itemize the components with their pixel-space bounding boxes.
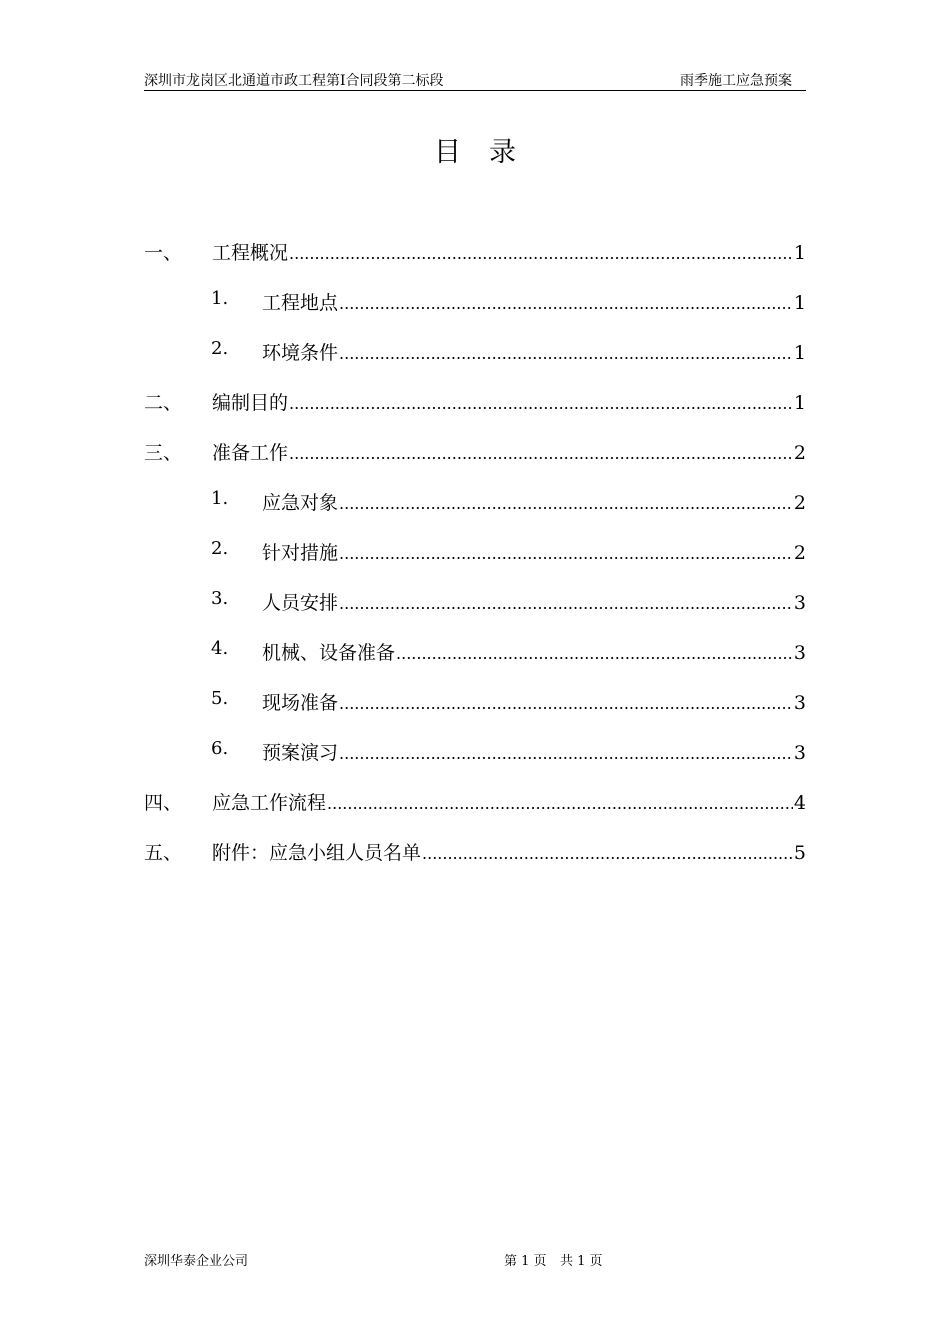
- page-header: [144, 68, 806, 91]
- toc-entry[interactable]: [144, 832, 806, 882]
- toc-entry-line: [212, 838, 806, 865]
- toc-entry-page: 1: [793, 342, 806, 364]
- toc-title: 目录: [434, 137, 544, 168]
- toc-entry-number: 2.: [211, 538, 229, 559]
- toc-entry[interactable]: [144, 332, 806, 382]
- toc-entry-page: 3: [793, 742, 806, 764]
- toc-entry-line: [212, 388, 806, 415]
- toc-entry-line: [262, 538, 806, 565]
- toc-leader-dots: [396, 644, 793, 663]
- header-project-name: 深圳市龙岗区北通道市政工程第Ⅰ合同段第二标段: [144, 73, 444, 89]
- toc-entry-label: 现场准备: [262, 692, 339, 714]
- toc-entry-number: 1.: [211, 488, 229, 509]
- toc-entry-page: 4: [793, 792, 806, 814]
- toc-entry-label: 附件：应急小组人员名单: [212, 842, 422, 864]
- toc-entry-line: [262, 338, 806, 365]
- toc-leader-dots: [289, 394, 793, 413]
- toc-entry-label: 机械、设备准备: [262, 642, 396, 664]
- toc-entry-label: 工程概况: [212, 242, 289, 264]
- toc-entry-label: 编制目的: [212, 392, 289, 414]
- toc-entry-label: 环境条件: [262, 342, 339, 364]
- toc-entry[interactable]: [144, 432, 806, 482]
- toc-entry[interactable]: [144, 232, 806, 282]
- toc-entry-page: 2: [793, 542, 806, 564]
- toc-entry-number: 一、: [144, 242, 183, 264]
- table-of-contents: [144, 232, 806, 882]
- toc-entry[interactable]: [144, 482, 806, 532]
- toc-leader-dots: [339, 294, 793, 313]
- toc-entry[interactable]: [144, 682, 806, 732]
- toc-entry[interactable]: [144, 532, 806, 582]
- toc-entry-number: 4.: [211, 638, 229, 659]
- footer-total-pages: 共 1 页: [560, 1254, 603, 1269]
- toc-entry-label: 预案演习: [262, 742, 339, 764]
- toc-entry-label: 针对措施: [262, 542, 339, 564]
- toc-entry-line: [212, 438, 806, 465]
- toc-entry-page: 1: [793, 392, 806, 414]
- toc-entry[interactable]: [144, 632, 806, 682]
- toc-entry-number: 3.: [211, 588, 229, 609]
- toc-entry[interactable]: [144, 282, 806, 332]
- toc-leader-dots: [289, 444, 793, 463]
- footer-page-number: 第 1 页: [504, 1254, 547, 1269]
- toc-entry-line: [262, 488, 806, 515]
- toc-entry-number: 四、: [144, 792, 183, 814]
- toc-entry-label: 应急工作流程: [212, 792, 327, 814]
- toc-entry-number: 1.: [211, 288, 229, 309]
- toc-entry-page: 5: [793, 842, 806, 864]
- toc-entry[interactable]: [144, 782, 806, 832]
- toc-entry-label: 工程地点: [262, 292, 339, 314]
- toc-entry-number: 5.: [211, 688, 229, 709]
- toc-entry-number: 6.: [211, 738, 229, 759]
- toc-entry-page: 1: [793, 242, 806, 264]
- toc-leader-dots: [327, 794, 793, 813]
- toc-entry-page: 3: [793, 642, 806, 664]
- toc-leader-dots: [422, 844, 793, 863]
- toc-entry-number: 五、: [144, 842, 183, 864]
- toc-entry[interactable]: [144, 582, 806, 632]
- toc-entry-line: [262, 688, 806, 715]
- toc-entry-number: 2.: [211, 338, 229, 359]
- footer-company: 深圳华泰企业公司: [144, 1254, 249, 1269]
- toc-leader-dots: [339, 344, 793, 363]
- toc-leader-dots: [339, 544, 793, 563]
- toc-entry[interactable]: [144, 732, 806, 782]
- toc-leader-dots: [339, 694, 793, 713]
- toc-leader-dots: [339, 744, 793, 763]
- toc-entry-page: 3: [793, 692, 806, 714]
- toc-entry-line: [212, 788, 806, 815]
- toc-entry-page: 2: [793, 442, 806, 464]
- toc-entry-line: [212, 238, 806, 265]
- toc-entry-label: 人员安排: [262, 592, 339, 614]
- toc-entry-page: 1: [793, 292, 806, 314]
- toc-entry-line: [262, 738, 806, 765]
- toc-entry-page: 2: [793, 492, 806, 514]
- toc-leader-dots: [339, 494, 793, 513]
- toc-entry[interactable]: [144, 382, 806, 432]
- toc-entry-page: 3: [793, 592, 806, 614]
- toc-leader-dots: [339, 594, 793, 613]
- toc-entry-label: 准备工作: [212, 442, 289, 464]
- toc-entry-number: 三、: [144, 442, 183, 464]
- toc-entry-label: 应急对象: [262, 492, 339, 514]
- toc-entry-line: [262, 588, 806, 615]
- toc-entry-line: [262, 638, 806, 665]
- toc-entry-number: 二、: [144, 392, 183, 414]
- header-document-name: 雨季施工应急预案: [680, 73, 792, 89]
- toc-leader-dots: [289, 244, 793, 263]
- toc-entry-line: [262, 288, 806, 315]
